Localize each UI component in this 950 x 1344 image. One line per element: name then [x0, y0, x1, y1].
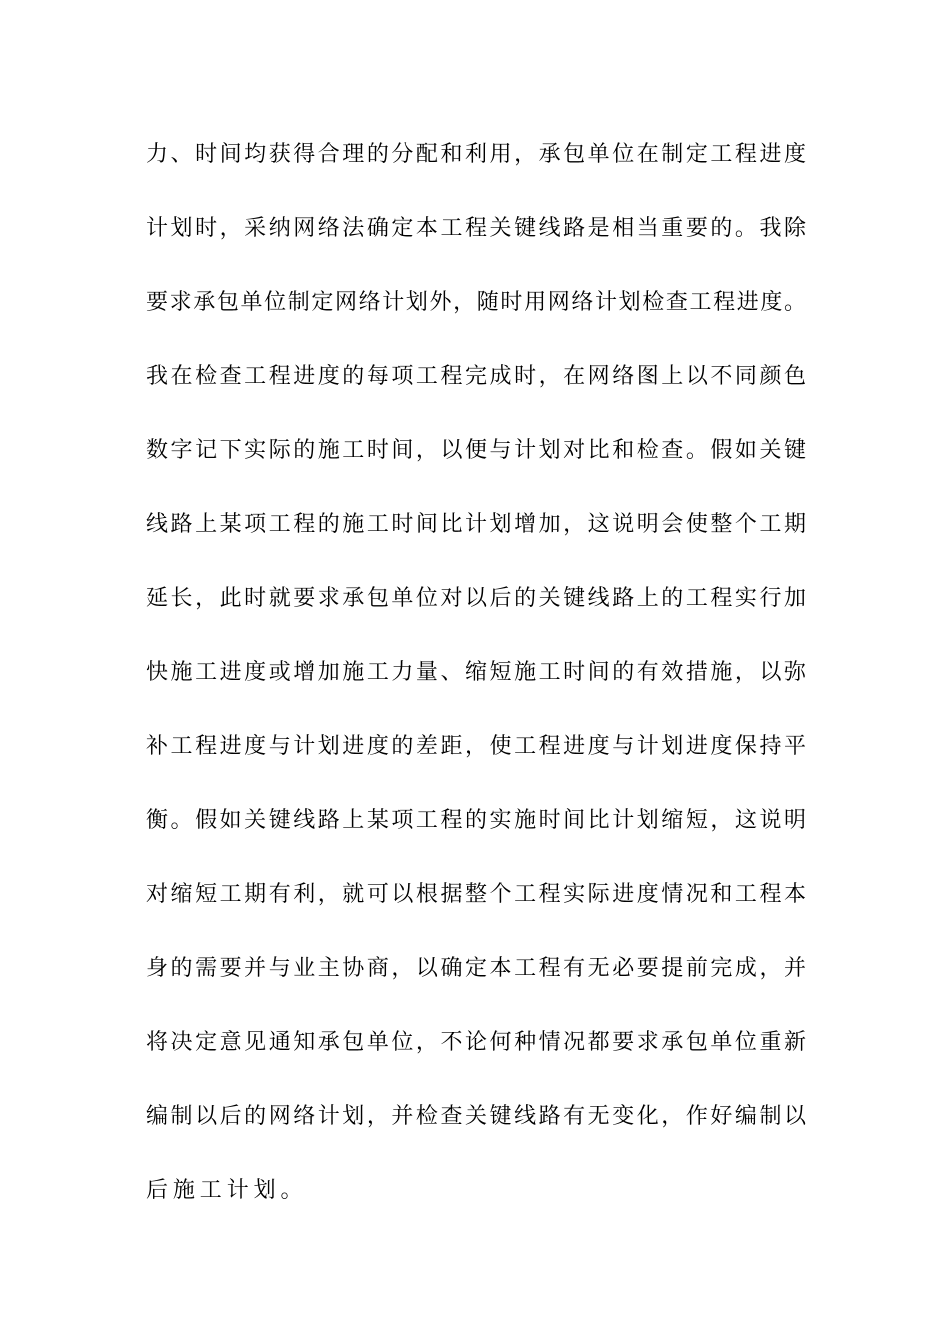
- text-line: 计划时，采纳网络法确定本工程关键线路是相当重要的。我除: [146, 216, 806, 241]
- text-line: 编制以后的网络计划，并检查关键线路有无变化，作好编制以: [146, 1104, 806, 1129]
- text-line: 我在检查工程进度的每项工程完成时，在网络图上以不同颜色: [146, 364, 806, 389]
- text-line: 对缩短工期有利，就可以根据整个工程实际进度情况和工程本: [146, 882, 806, 907]
- text-line: 将决定意见通知承包单位，不论何种情况都要求承包单位重新: [146, 1030, 806, 1055]
- text-line-last: 后施工计划。: [146, 1178, 308, 1203]
- text-line: 延长，此时就要求承包单位对以后的关键线路上的工程实行加: [146, 586, 806, 611]
- body-paragraph: [146, 132, 806, 1242]
- text-line: 要求承包单位制定网络计划外，随时用网络计划检查工程进度。: [146, 290, 806, 315]
- text-line: 身的需要并与业主协商，以确定本工程有无必要提前完成，并: [146, 956, 806, 981]
- text-line: 补工程进度与计划进度的差距，使工程进度与计划进度保持平: [146, 734, 806, 759]
- text-line: 线路上某项工程的施工时间比计划增加，这说明会使整个工期: [146, 512, 806, 537]
- text-line: 快施工进度或增加施工力量、缩短施工时间的有效措施，以弥: [146, 660, 806, 685]
- text-line: 数字记下实际的施工时间，以便与计划对比和检查。假如关键: [146, 438, 806, 463]
- text-line: 衡。假如关键线路上某项工程的实施时间比计划缩短，这说明: [146, 808, 806, 833]
- text-line: 力、时间均获得合理的分配和利用，承包单位在制定工程进度: [146, 142, 806, 167]
